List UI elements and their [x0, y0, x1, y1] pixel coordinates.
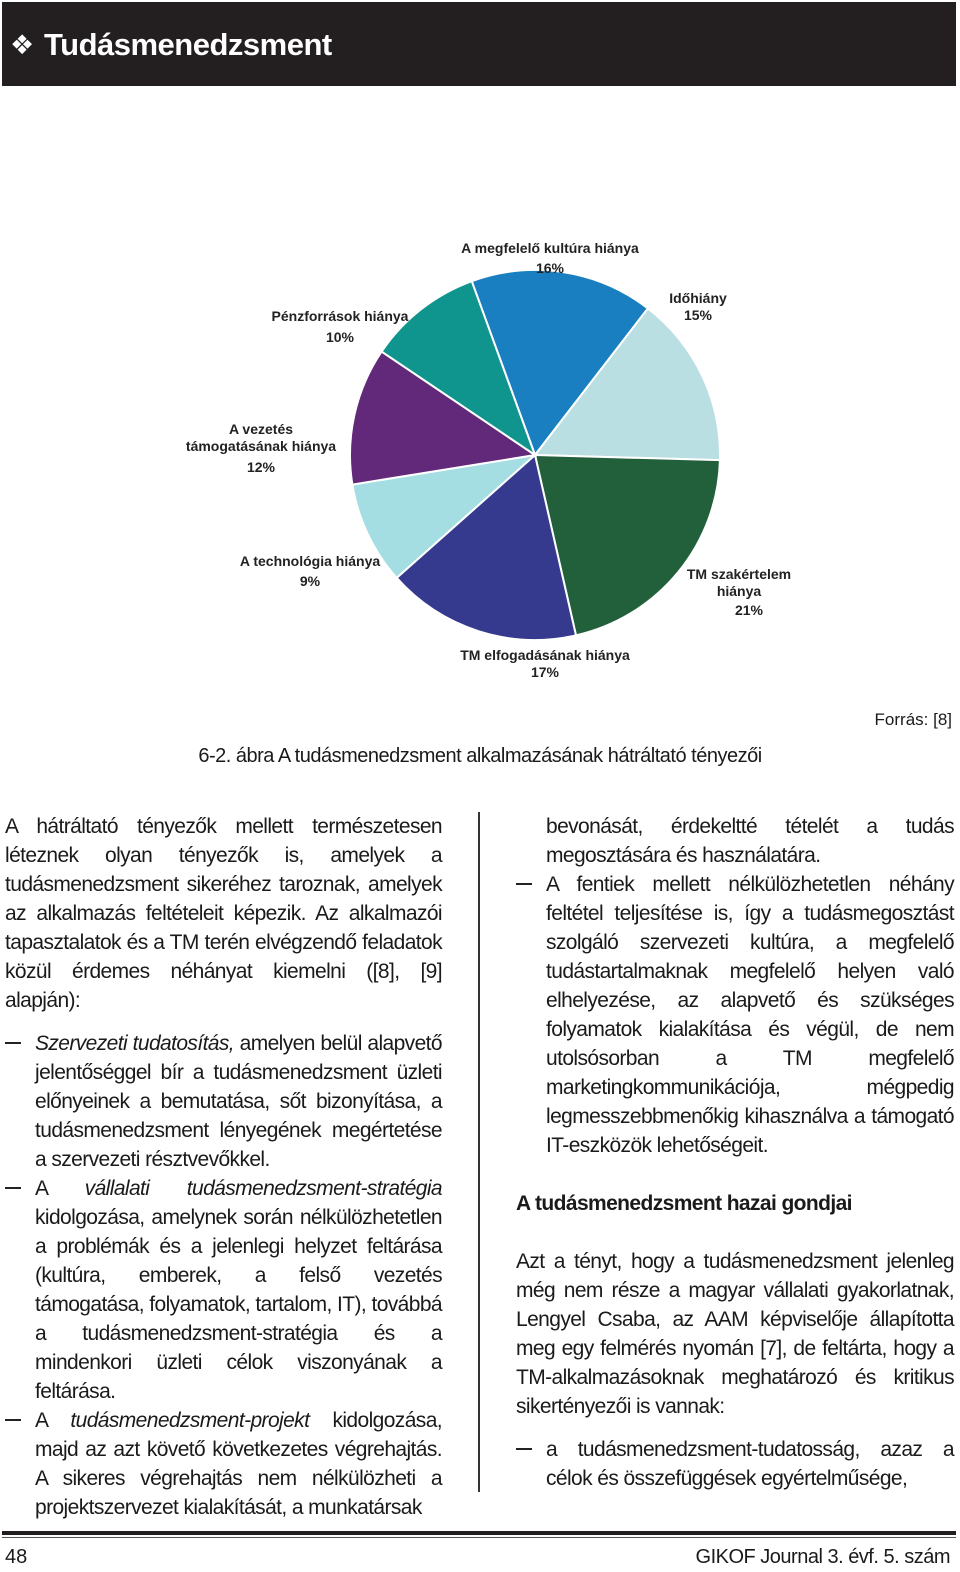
- body-paragraph: Azt a tényt, hogy a tudásmenedzsment jelenleg még nem része a magyar vállalati gyakorlatnak, Lengyel Csaba, az AAM képviselője állapította meg egy felmérés nyomán [7], de feltárta, hogy a TM-alkalmazásoknak meghatározó és kritikus sikertényezői is vannak:: [516, 1250, 954, 1418]
- section-heading: A tudásmenedzsment hazai gondjai: [516, 1192, 852, 1215]
- column-divider: [478, 812, 480, 1492]
- label-acceptance: TM elfogadásának hiánya 17%: [460, 647, 630, 680]
- left-column: [5, 812, 442, 1522]
- dash-bullet-icon: [516, 883, 532, 885]
- label-culture: A megfelelő kultúra hiánya 16%: [461, 240, 639, 276]
- footer-rule-thin: [2, 1537, 956, 1538]
- list-item: A fentiek mellett nélkülözhetetlen néhány feltétel teljesítése is, így a tudásmegosztást szolgáló szervezeti kultúra, a megfelelő tudástartalmaknak megfelelő helyen való elhelyezése, az alapvető és szükséges folyamatok kialakítása és végül, de nem utolsósorban a TM megfelelő marketingkommunikációja, mégpedig legmesszebbmenőkig kihasználva a támogató IT-eszközök lehetőségeit.: [516, 870, 954, 1160]
- right-column: [516, 812, 954, 1493]
- label-funds: Pénzforrások hiánya 10%: [271, 308, 409, 345]
- dash-bullet-icon: [5, 1419, 21, 1421]
- dash-bullet-icon: [5, 1187, 21, 1189]
- diamond-bullet-icon: ❖: [10, 30, 35, 60]
- footer-rule: [2, 1531, 956, 1535]
- intro-paragraph: A hátráltató tényezők mellett természetesen léteznek olyan tényezők is, amelyek a tudásmenedzsment sikeréhez taroznak, amelyek az alkalmazás feltételeit képezik. Az alkalmazói tapasztalatok és a TM terén elvégzendő feladatok közül érdemes néhányat kiemelni ([8], [9] alapján):: [5, 815, 442, 1012]
- section-title: Tudásmenedzsment: [44, 27, 332, 62]
- list-item: A vállalati tudásmenedzsment-stratégia kidolgozása, amelynek során nélkülözhetetlen a problémák és a jelenlegi helyzet feltárása (kultúra, emberek, a felső vezetés támogatása, folyamatok, tartalom, IT), továbbá a tudásmenedzsment-stratégia és a mindenkori üzleti célok viszonyának a feltárása.: [5, 1174, 442, 1406]
- pie-chart: [0, 0, 960, 700]
- list-item-continued: bevonását, érdekeltté tételét a tudás megosztására és használatára.: [546, 815, 954, 867]
- label-time: Időhiány 15%: [669, 290, 727, 323]
- list-item: A tudásmenedzsment-projekt kidolgozása, majd az azt követő következetes végrehajtás. A sikeres végrehajtás nem nélkülözheti a projektszervezet kialakítását, a munkatársak: [5, 1406, 442, 1522]
- dash-bullet-icon: [5, 1042, 21, 1044]
- label-leadership: A vezetés támogatásának hiánya 12%: [185, 421, 337, 475]
- journal-name: GIKOF Journal 3. évf. 5. szám: [695, 1546, 950, 1568]
- list-item: a tudásmenedzsment-tudatosság, azaz a célok és összefüggések egyértelműsége,: [516, 1435, 954, 1493]
- figure-caption: 6-2. ábra A tudásmenedzsment alkalmazásának hátráltató tényezői: [198, 745, 762, 767]
- label-technology: A technológia hiánya 9%: [239, 553, 381, 589]
- page-number: 48: [5, 1546, 28, 1568]
- figure-source: Forrás: [8]: [874, 710, 952, 729]
- list-item: Szervezeti tudatosítás, amelyen belül alapvető jelentőséggel bír a tudásmenedzsment üzleti előnyeinek a bemutatása, sőt bizonyítása, a tudásmenedzsment lényegének megértetése a szervezeti résztvevőkkel.: [5, 1029, 442, 1174]
- dash-bullet-icon: [516, 1448, 532, 1450]
- label-expertise: TM szakértelem hiánya 21%: [686, 566, 792, 618]
